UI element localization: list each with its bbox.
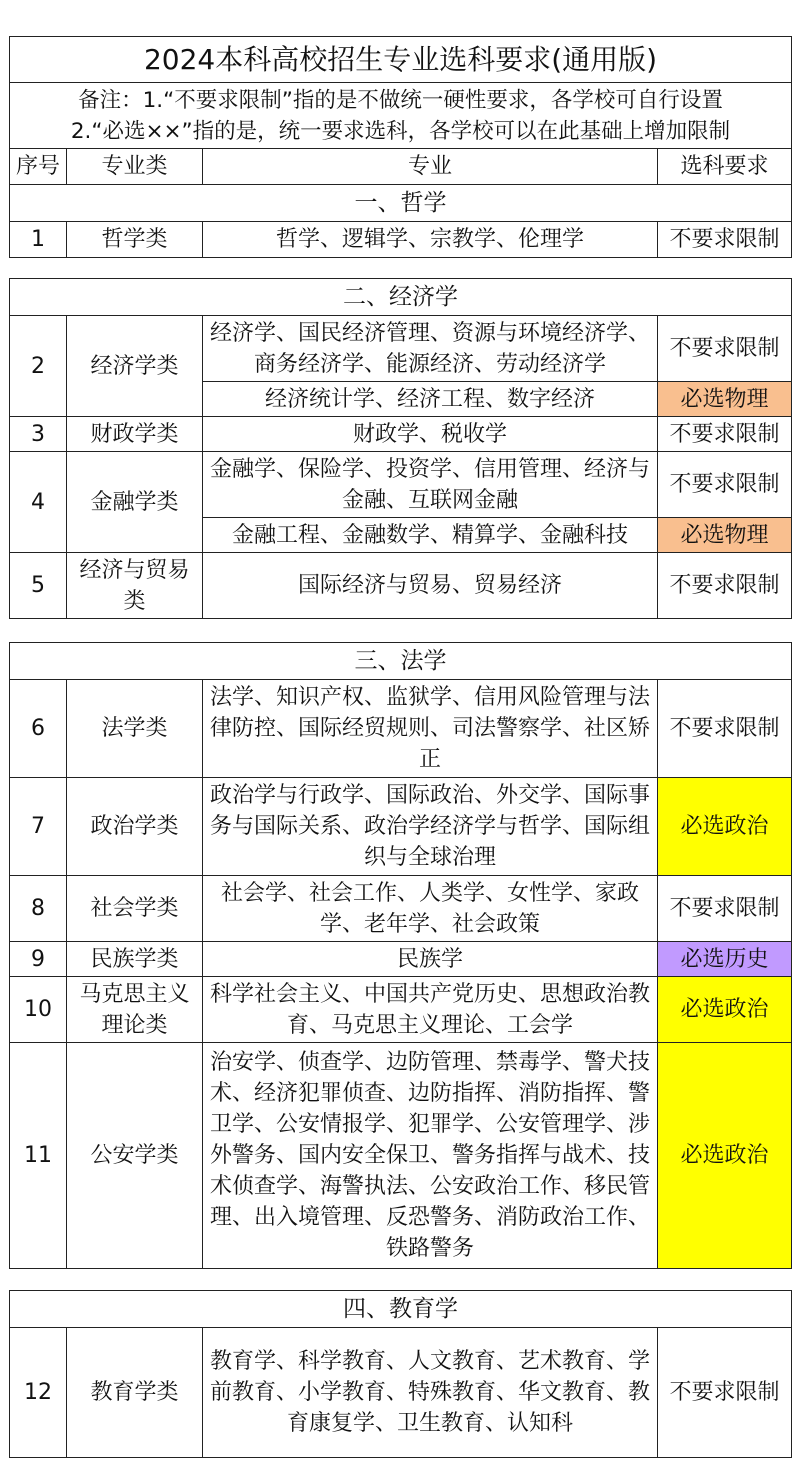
note-line-2: 2.“必选××”指的是，统一要求选科，各学校可以在此基础上增加限制: [70, 118, 731, 144]
row-majors: 社会学、社会工作、人类学、女性学、家政学、老年学、社会政策: [203, 876, 658, 942]
section-title: 二、经济学: [10, 279, 792, 316]
row-majors: 哲学、逻辑学、宗教学、伦理学: [203, 222, 658, 258]
table-row: [10, 222, 792, 258]
row-requirement: 不要求限制: [658, 680, 792, 778]
table-education: [9, 1290, 792, 1458]
col-header-category: 专业类: [67, 149, 203, 185]
row-index: 3: [10, 417, 67, 452]
section-title: 四、教育学: [10, 1291, 792, 1328]
row-majors: 治安学、侦查学、边防管理、禁毒学、警犬技术、经济犯罪侦查、边防指挥、消防指挥、警卫学、公安情报学、犯罪学、公安管理学、涉外警务、国内安全保卫、警务指挥与战术、技术侦查学、海警执法、公安政治工作、移民管理、出入境管理、反恐警务、消防政治工作、铁路警务: [203, 1043, 658, 1269]
table-philosophy: [9, 36, 792, 258]
row-category: 公安学类: [67, 1043, 203, 1269]
page-title: 2024本科高校招生专业选科要求(通用版): [10, 37, 792, 83]
table-row: [10, 876, 792, 942]
row-index: 8: [10, 876, 67, 942]
row-category: 经济学类: [67, 316, 203, 417]
row-category: 教育学类: [67, 1328, 203, 1458]
row-requirement: 必选政治: [658, 1043, 792, 1269]
row-majors: 政治学与行政学、国际政治、外交学、国际事务与国际关系、政治学经济学与哲学、国际组织与全球治理: [203, 778, 658, 876]
row-requirement: 不要求限制: [658, 417, 792, 452]
section-title: 一、哲学: [10, 185, 792, 222]
row-index: 2: [10, 316, 67, 417]
row-requirement: 不要求限制: [658, 452, 792, 518]
row-majors: 经济学、国民经济管理、资源与环境经济学、商务经济学、能源经济、劳动经济学: [203, 316, 658, 382]
row-category: 政治学类: [67, 778, 203, 876]
row-index: 4: [10, 452, 67, 553]
row-majors: 国际经济与贸易、贸易经济: [203, 553, 658, 619]
row-majors: 科学社会主义、中国共产党历史、思想政治教育、马克思主义理论、工会学: [203, 977, 658, 1043]
table-row: [10, 452, 792, 518]
row-category: 马克思主义理论类: [67, 977, 203, 1043]
row-index: 5: [10, 553, 67, 619]
row-majors: 金融学、保险学、投资学、信用管理、经济与金融、互联网金融: [203, 452, 658, 518]
table-row: [10, 1043, 792, 1269]
row-category: 社会学类: [67, 876, 203, 942]
row-index: 1: [10, 222, 67, 258]
col-header-requirement: 选科要求: [658, 149, 792, 185]
row-category: 法学类: [67, 680, 203, 778]
row-requirement: 不要求限制: [658, 1328, 792, 1458]
row-majors: 民族学: [203, 942, 658, 977]
row-index: 6: [10, 680, 67, 778]
row-requirement: 必选历史: [658, 942, 792, 977]
row-requirement: 不要求限制: [658, 316, 792, 382]
table-row: [10, 1328, 792, 1458]
row-requirement: 不要求限制: [658, 222, 792, 258]
note-line-1: 备注：1.“不要求限制”指的是不做统一硬性要求，各学校可自行设置: [78, 87, 723, 113]
col-header-index: 序号: [10, 149, 67, 185]
row-index: 11: [10, 1043, 67, 1269]
row-category: 财政学类: [67, 417, 203, 452]
row-category: 金融学类: [67, 452, 203, 553]
table-row: [10, 417, 792, 452]
row-requirement: 不要求限制: [658, 876, 792, 942]
table-row: [10, 316, 792, 382]
table-law: [9, 642, 792, 1269]
section-title: 三、法学: [10, 643, 792, 680]
table-row: [10, 977, 792, 1043]
row-category: 哲学类: [67, 222, 203, 258]
col-header-major: 专业: [203, 149, 658, 185]
row-requirement: 必选政治: [658, 778, 792, 876]
table-row: [10, 942, 792, 977]
row-majors: 法学、知识产权、监狱学、信用风险管理与法律防控、国际经贸规则、司法警察学、社区矫正: [203, 680, 658, 778]
row-category: 经济与贸易类: [67, 553, 203, 619]
row-requirement: 必选物理: [658, 382, 792, 417]
row-requirement: 不要求限制: [658, 553, 792, 619]
row-index: 12: [10, 1328, 67, 1458]
row-requirement: 必选物理: [658, 518, 792, 553]
header-row: [10, 149, 792, 185]
row-index: 7: [10, 778, 67, 876]
table-economics: [9, 278, 792, 619]
row-majors: 金融工程、金融数学、精算学、金融科技: [203, 518, 658, 553]
row-majors: 教育学、科学教育、人文教育、艺术教育、学前教育、小学教育、特殊教育、华文教育、教育康复学、卫生教育、认知科: [203, 1328, 658, 1458]
row-index: 9: [10, 942, 67, 977]
note-cell: [10, 83, 792, 149]
row-index: 10: [10, 977, 67, 1043]
table-row: [10, 680, 792, 778]
row-majors: 经济统计学、经济工程、数字经济: [203, 382, 658, 417]
row-category: 民族学类: [67, 942, 203, 977]
table-row: [10, 553, 792, 619]
row-requirement: 必选政治: [658, 977, 792, 1043]
row-majors: 财政学、税收学: [203, 417, 658, 452]
table-row: [10, 778, 792, 876]
